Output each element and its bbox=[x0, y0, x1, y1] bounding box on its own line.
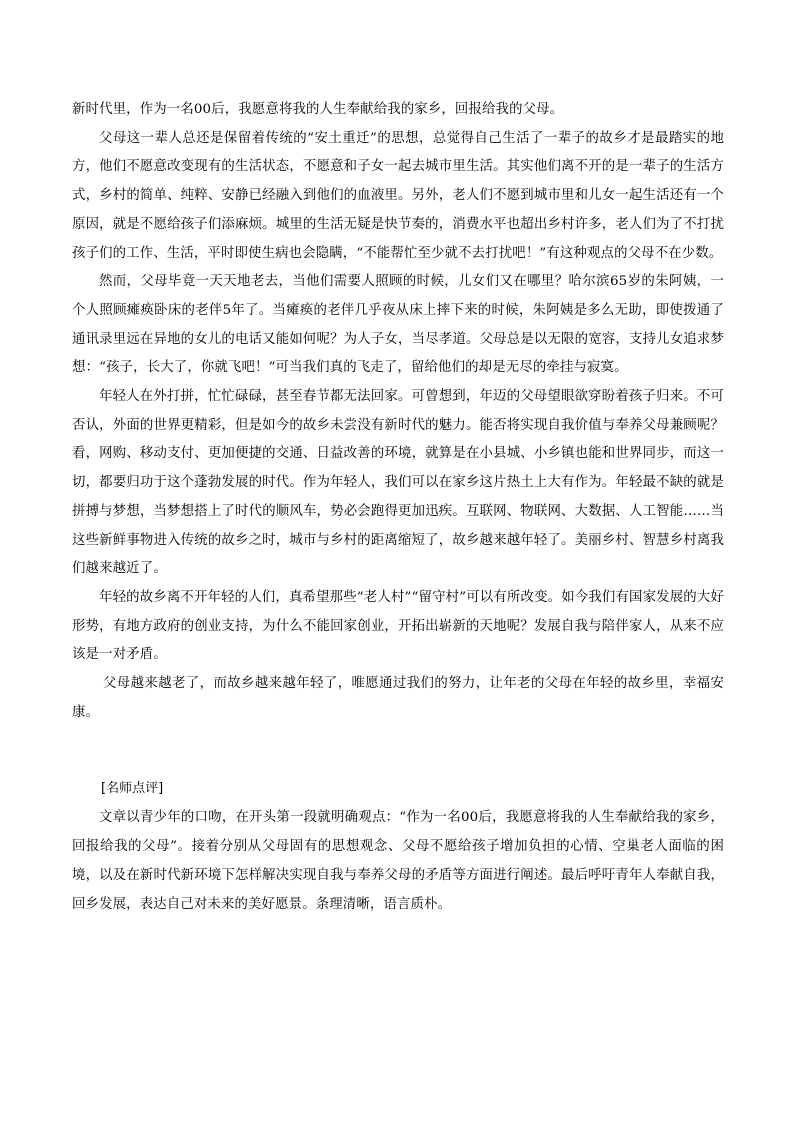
essay-paragraph-5: 年轻的故乡离不开年轻的人们，真希望那些“老人村”“留守村”可以有所改变。如今我们有国家发展的大好形势，有地方政府的创业支持，为什么不能回家创业，开拓出崭新的天地呢？发展自我与陪伴家人，从来不应该是一对矛盾。 bbox=[72, 589, 724, 663]
essay-body bbox=[72, 96, 724, 727]
document-page bbox=[72, 96, 724, 919]
section-spacer bbox=[72, 727, 724, 755]
essay-paragraph-3: 然而，父母毕竟一天天地老去，当他们需要人照顾的时候，儿女们又在哪里？哈尔滨65岁的朱阿姨，一个人照顾瘫痪卧床的老伴5年了。当瘫痪的老伴几乎夜从床上摔下来的时候，朱阿姨是多么无助，即使拨通了通讯录里远在异地的女儿的电话又能如何呢？为人子女，当尽孝道。父母总是以无限的宽容，支持儿女追求梦想：“孩子，长大了，你就飞吧！”可当我们真的飞走了，留给他们的却是无尽的牵挂与寂寞。 bbox=[72, 274, 724, 376]
review-text: 文章以青少年的口吻，在开头第一段就明确观点：“作为一名00后，我愿意将我的人生奉献给我的家乡，回报给我的父母”。接着分别从父母固有的思想观念、父母不愿给孩子增加负担的心情、空巢老人面临的困境，以及在新时代新环境下怎样解决实现自我与奉养父母的矛盾等方面进行阐述。最后呼吁青年人奉献自我，回乡发展，表达自己对未来的美好愿景。条理清晰，语言质朴。 bbox=[72, 810, 724, 913]
essay-paragraph-4: 年轻人在外打拼，忙忙碌碌，甚至春节都无法回家。可曾想到，年迈的父母望眼欲穿盼着孩子归来。不可否认，外面的世界更精彩，但是如今的故乡未尝没有新时代的魅力。能否将实现自我价值与奉养父母兼顾呢？看，网购、移动支付、更加便捷的交通、日益改善的环境，就算是在小县城、小乡镇也能和世界同步，而这一切，都要归功于这个蓬勃发展的时代。作为年轻人，我们可以在家乡这片热土上大有作为。年轻最不缺的就是拼搏与梦想，当梦想搭上了时代的顺风车，势必会跑得更加迅疾。互联网、物联网、大数据、人工智能……当这些新鲜事物进入传统的故乡之时，城市与乡村的距离缩短了，故乡越来越年轻了。美丽乡村、智慧乡村离我们越来越近了。 bbox=[72, 389, 724, 577]
review-title: [名师点评] bbox=[101, 781, 164, 797]
essay-paragraph-2: 父母这一辈人总还是保留着传统的“安土重迁”的思想，总觉得自己生活了一辈子的故乡才是最踏实的地方，他们不愿意改变现有的生活状态，不愿意和子女一起去城市里生活。其实他们离不开的是一辈子的生活方式，乡村的简单、纯粹、安静已经融入到他们的血液里。另外，老人们不愿到城市里和儿女一起生活还有一个原因，就是不愿给孩子们添麻烦。城里的生活无疑是快节奏的，消费水平也超出乡村许多，老人们为了不打扰孩子们的工作、生活，平时即使生病也会隐瞒，“不能帮忙至少就不去打扰吧！”有这种观点的父母不在少数。 bbox=[72, 130, 724, 261]
teacher-review bbox=[72, 775, 724, 919]
essay-paragraph-6: 父母越来越老了，而故乡越来越年轻了，唯愿通过我们的努力，让年老的父母在年轻的故乡里，幸福安康。 bbox=[72, 676, 724, 720]
essay-paragraph-1: 新时代里，作为一名00后，我愿意将我的人生奉献给我的家乡，回报给我的父母。 bbox=[72, 102, 564, 117]
